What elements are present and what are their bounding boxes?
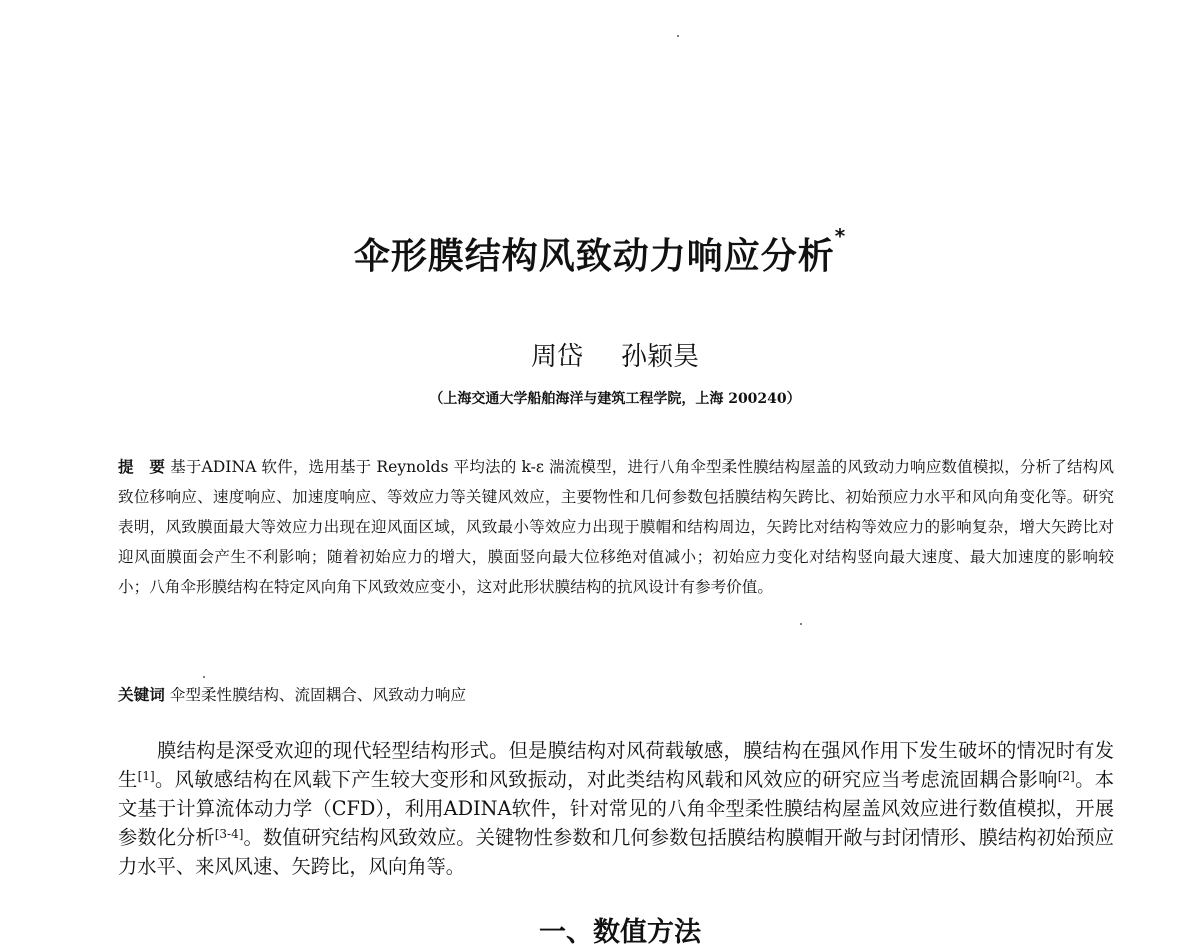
author-name: 孙颖昊	[621, 342, 700, 372]
abstract-label: 提 要	[118, 457, 166, 476]
citation-ref: [2]	[1057, 769, 1075, 783]
author-list	[0, 336, 1200, 373]
intro-paragraph	[118, 736, 1114, 881]
citation-ref: [3-4]	[214, 827, 244, 841]
citation-ref: [1]	[137, 769, 155, 783]
paper-title-text: 伞形膜结构风致动力响应分析	[353, 236, 835, 277]
intro-text: 。数值研究结构风致效应。关键物性参数和几何参数包括膜结构膜帽开敞与封闭情形、膜结构初始预应力水平、来风风速、矢跨比，风向角等。	[118, 826, 1114, 878]
keywords	[118, 680, 1114, 710]
paper-title	[0, 224, 1200, 279]
keywords-text: 伞型柔性膜结构、流固耦合、风致动力响应	[169, 686, 467, 704]
scan-speck	[203, 676, 205, 678]
affiliation: （上海交通大学船舶海洋与建筑工程学院，上海 200240）	[429, 391, 801, 407]
scan-speck	[677, 35, 679, 37]
abstract	[118, 452, 1114, 602]
keywords-label: 关键词	[118, 685, 165, 704]
section-heading: 一、数值方法	[539, 917, 701, 948]
intro-text: 。本文基于计算流体动力学（CFD），利用ADINA软件，针对常见的八角伞型柔性膜结构屋盖风效应进行数值模拟，开展参数化分析	[118, 768, 1115, 849]
title-footnote-mark: *	[834, 224, 847, 248]
intro-text: 。风敏感结构在风载下产生较大变形和风致振动，对此类结构风载和风效应的研究应当考虑流固耦合影响	[154, 768, 1058, 791]
intro-text: 膜结构是深受欢迎的现代轻型结构形式。但是膜结构对风荷载敏感，膜结构在强风作用下发生破坏的情况时有发生	[118, 739, 1114, 791]
author-name: 周岱	[530, 342, 583, 372]
abstract-text: 基于ADINA 软件，选用基于 Reynolds 平均法的 k-ε 湍流模型，进行八角伞型柔性膜结构屋盖的风致动力响应数值模拟，分析了结构风致位移响应、速度响应、加速度响应、等效应力等关键风效应，主要物性和几何参数包括膜结构矢跨比、初始预应力水平和风向角变化等。研究表明，风致膜面最大等效应力出现在迎风面区域，风致最小等效应力出现于膜帽和结构周边，矢跨比对结构等效应力的影响复杂，增大矢跨比对迎风面膜面会产生不利影响；随着初始应力的增大，膜面竖向最大位移绝对值减小；初始应力变化对结构竖向最大速度、最大加速度的影响较小；八角伞形膜结构在特定风向角下风致效应变小，这对此形状膜结构的抗风设计有参考价值。	[118, 458, 1114, 596]
scan-speck	[800, 623, 802, 625]
